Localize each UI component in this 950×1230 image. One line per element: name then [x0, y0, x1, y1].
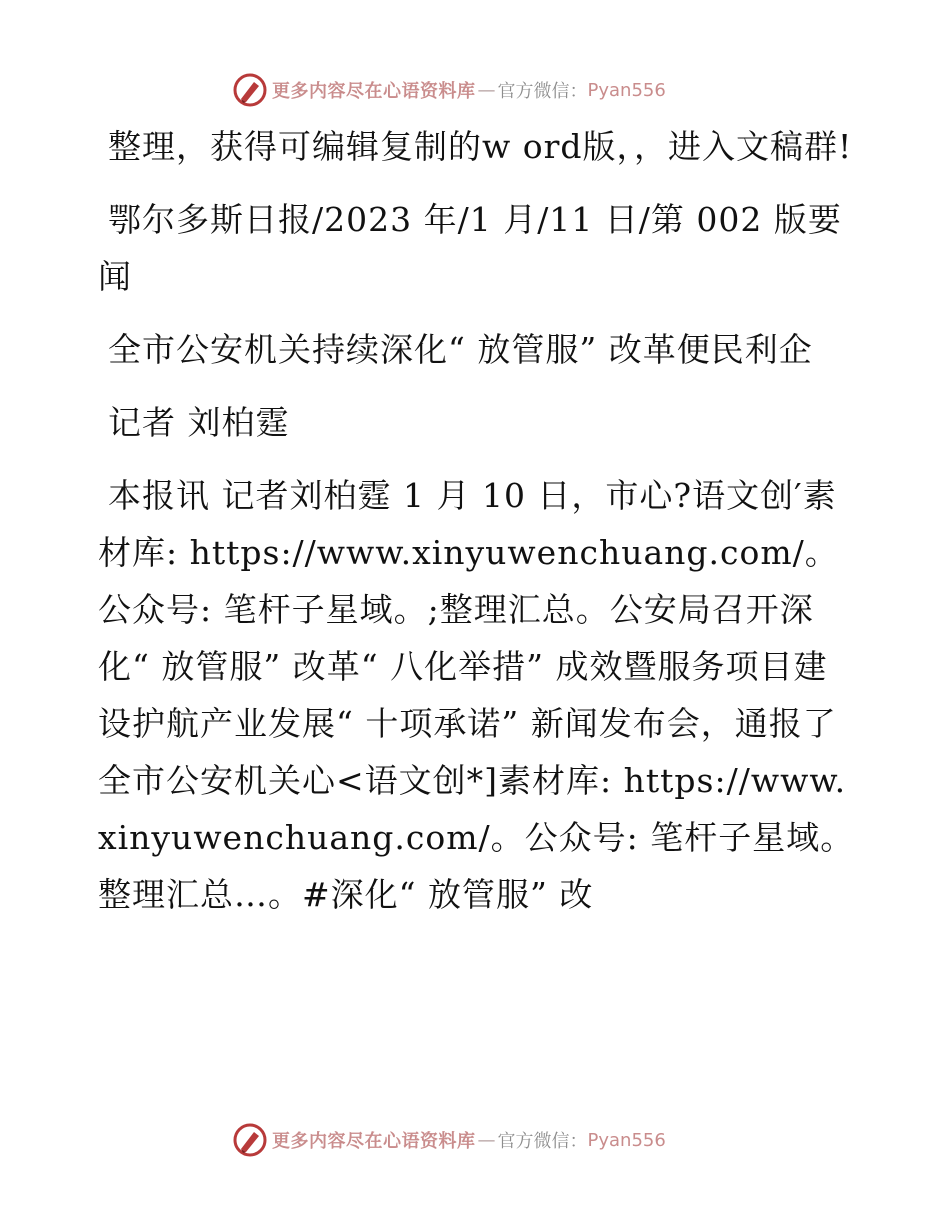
paragraph-intro: 整理，获得可编辑复制的w ord版，，进入文稿群! — [108, 127, 853, 166]
article-body: 本报讯 记者刘柏霆 1 月 10 日，市心?语文创′素材库: https://www.xinyuwenchuang.com/。公众号: 笔杆子星域。;整理汇总。公安局召开深化“ 放管服” 改革“ 八化举措” 成效暨服务项目建设护航产业发展“ 十项承诺” 新闻发布会，通报了全市公安机关心<语文创*]素材库: https://www.xinyuwenchuang.com/。公众号: 笔杆子星域。整理汇总…。#深化“ 放管服” 改 — [98, 476, 855, 914]
pen-logo-icon — [232, 72, 268, 108]
watermark-main-text: 更多内容尽在心语资料库 — [272, 1131, 476, 1152]
watermark-sub-text: 官方微信： — [497, 1131, 588, 1152]
pen-logo-icon — [232, 1122, 268, 1158]
header-watermark — [232, 70, 752, 110]
watermark-wechat-id: Pyan556 — [587, 1129, 666, 1151]
watermark-dash: — — [477, 1129, 496, 1151]
article-title: 全市公安机关持续深化“ 放管服” 改革便民利企 — [108, 330, 813, 369]
document-body — [98, 118, 858, 939]
watermark-wechat-id: Pyan556 — [587, 79, 666, 101]
paragraph-source: 鄂尔多斯日报/2023 年/1 月/11 日/第 002 版要闻 — [98, 200, 842, 296]
article-byline: 记者 刘柏霆 — [108, 403, 290, 442]
watermark-dash: — — [477, 79, 496, 101]
watermark-main-text: 更多内容尽在心语资料库 — [272, 81, 476, 102]
footer-watermark — [232, 1120, 752, 1160]
watermark-sub-text: 官方微信： — [497, 81, 588, 102]
